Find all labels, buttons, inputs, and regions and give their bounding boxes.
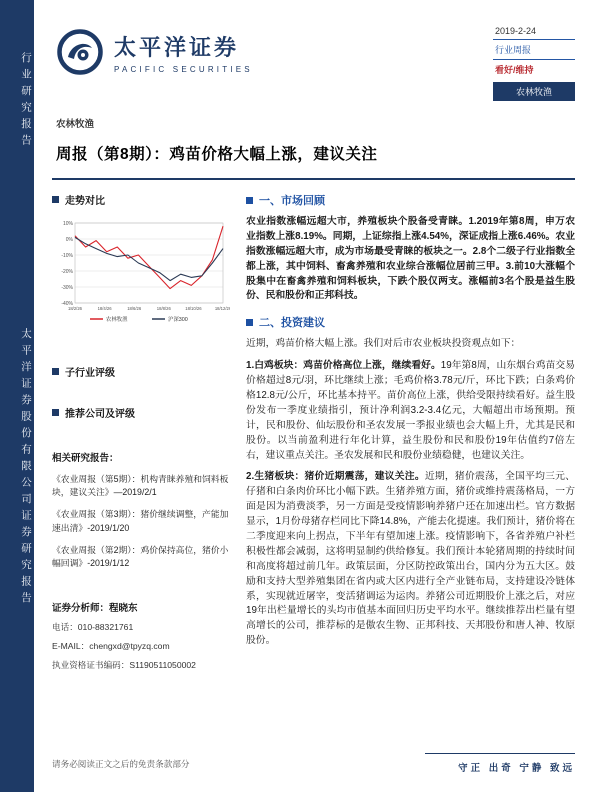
analyst-name: 证券分析师：程晓东 (52, 603, 138, 615)
band-bottom-label: 太平洋证券股份有限公司证券研究报告 (20, 328, 32, 609)
paragraph-body: 19年第8周，山东烟台鸡苗交易价格超过8元/羽，环比继续上涨；毛鸡价格3.78元/斤，环比下跌；白条鸡价格12.8元/公斤，环比基本持平。苗价高位上涨，供给受限持续看好。益生股份发布一季度业绩指引，预计净利润3.2-3.4亿元，大幅超出市场预期。预计，民和股份、仙坛股份和圣农发展一季报业绩也会大幅上升，尤其是民和股份。以当前盈利进行年化计算，益生股份和民和股份19年估值约7倍左右，建议重点关注。圣农发展和民和股份业绩稳健，也建议关注。 (246, 360, 575, 461)
svg-text:18/4/26: 18/4/26 (97, 306, 112, 311)
left-column (52, 192, 234, 671)
svg-text:0%: 0% (65, 236, 73, 243)
square-bullet-icon (52, 196, 59, 203)
title-divider (52, 178, 575, 180)
advice-intro-paragraph: 近期，鸡苗价格大幅上涨。我们对后市农业板块投资观点如下： (246, 338, 521, 350)
section-label: 子行业评级 (65, 368, 115, 379)
svg-text:沪深300: 沪深300 (168, 317, 188, 323)
report-date: 2019-2-24 (493, 24, 575, 40)
market-review-paragraph: 农业指数涨幅远超大市，养殖板块个股备受青睐。1.2019年第8周，申万农业指数上涨8.19%。同期，上证综指上涨4.54%，深证成指上涨6.46%。农业指数涨幅远超大市，成为市场最受青睐的板块之一。2.8个二级子行业指数全都上涨，其中饲料、畜禽养殖和农业综合涨幅位居前三甲。3.前10大涨幅个股集中在畜禽养殖和饲料板块，下跌个股仅两支。涨幅前3名个股是益生股份、民和股份和正邦科技。 (246, 216, 575, 302)
footer-motto-block (425, 753, 575, 774)
svg-text:-20%: -20% (61, 268, 73, 275)
industry-badge: 农林牧渔 (493, 82, 575, 101)
svg-text:10%: 10% (62, 220, 73, 227)
square-bullet-icon (246, 319, 253, 326)
disclaimer-note: 请务必阅读正文之后的免责条款部分 (52, 759, 190, 769)
main-content (246, 192, 575, 752)
brand-text (114, 31, 253, 74)
industry-rating: 看好/维持 (495, 65, 534, 75)
footer-motto: 守正 出奇 宁静 致远 (458, 763, 575, 774)
header (52, 24, 575, 102)
analyst-email[interactable]: E-MAIL：chengxd@tpyzq.com (52, 641, 170, 652)
svg-text:18/10/26: 18/10/26 (185, 306, 202, 311)
report-title: 周报（第8期）：鸡苗价格大幅上涨，建议关注 (56, 146, 378, 163)
svg-text:18/6/26: 18/6/26 (127, 306, 142, 311)
hog-paragraph (246, 470, 575, 649)
section-recommended-companies (52, 405, 234, 420)
heading-text: 二、投资建议 (259, 317, 325, 330)
band-top-label: 行业研究报告 (20, 52, 32, 151)
industry-label: 农林牧渔 (56, 119, 95, 130)
paragraph-body: 近期，猪价震荡，全国平均三元、仔猪和白条肉价环比小幅下跌。生猪养殖方面，猪价或维持震荡格局，一方面是因为消费淡季，另一方面是受疫情影响养猪户还在加速出栏。官方数据显示，1月份母猪存栏同比下降14.8%，产能去化提速。我们预计，猪价将在二季度迎来向上拐点，下半年有望加速上涨。疫情影响下，各省养殖户补栏积极性都会减弱，这将明显制约供给修复。我们预计本轮猪周期的持续时间和高度将超过前几年。政策层面，分区防控政策出台，国内分为五大区。鼓励和支持大型养殖集团在省内或大区内进行全产业链布局，支持建设冷链体系，实现就近屠宰，变活猪调运为运肉。养猪公司近期股价上涨之后，对应19年出栏量增长的头均市值基本面回归历史平均水平。继续推荐出栏量有望高增长的公司，推荐标的是傲农生物、正邦科技、天邦股份和唐人神、牧原股份。 (246, 471, 575, 647)
pacific-securities-logo-icon (56, 28, 104, 76)
related-report-item: 《农业周报（第2期）：鸡价保持高位，猪价小幅回调》-2019/1/12 (52, 544, 229, 568)
paragraph-lead: 2.生猪板块：猪价近期震荡，建议关注。 (246, 471, 425, 483)
section-trend-compare (52, 192, 234, 207)
brand-name-en: PACIFIC SECURITIES (114, 64, 253, 74)
section-investment-advice-heading (246, 314, 575, 330)
svg-text:农林牧渔: 农林牧渔 (106, 317, 128, 323)
square-bullet-icon (246, 197, 253, 204)
section-label: 走势对比 (65, 196, 105, 207)
brand (56, 28, 253, 76)
section-market-review-heading (246, 192, 575, 208)
heading-text: 一、市场回顾 (259, 195, 325, 207)
footer-divider (425, 753, 575, 754)
related-reports-title: 相关研究报告： (52, 453, 119, 464)
trend-chart (52, 215, 230, 337)
related-report-item: 《农业周报（第3期）：猪价继续调整，产能加速出清》-2019/1/20 (52, 509, 229, 533)
svg-text:18/2/26: 18/2/26 (68, 306, 82, 311)
svg-text:18/12/26: 18/12/26 (214, 306, 230, 311)
analyst-phone: 电话：010-88321761 (52, 622, 134, 633)
brand-name-cn: 太平洋证券 (114, 34, 240, 60)
related-report-item: 《农业周报（第5期）：机构青睐养殖和饲料板块，建议关注》—2019/2/1 (52, 474, 229, 498)
svg-text:-30%: -30% (61, 284, 73, 291)
svg-text:18/8/26: 18/8/26 (156, 306, 171, 311)
report-type-label: 行业周报 (493, 40, 575, 60)
section-subindustry-rating (52, 364, 234, 379)
svg-text:-40%: -40% (61, 300, 73, 307)
paragraph-lead: 1.白鸡板块：鸡苗价格高位上涨，继续看好。 (246, 360, 441, 372)
section-label: 推荐公司及评级 (65, 409, 135, 420)
analyst-block (52, 600, 234, 671)
square-bullet-icon (52, 368, 59, 375)
svg-text:-10%: -10% (61, 252, 73, 259)
left-vertical-band (0, 0, 34, 792)
analyst-cert-number: 执业资格证书编码：S1190511050002 (52, 660, 196, 671)
square-bullet-icon (52, 409, 59, 416)
white-chicken-paragraph (246, 359, 575, 463)
header-meta (493, 24, 575, 101)
